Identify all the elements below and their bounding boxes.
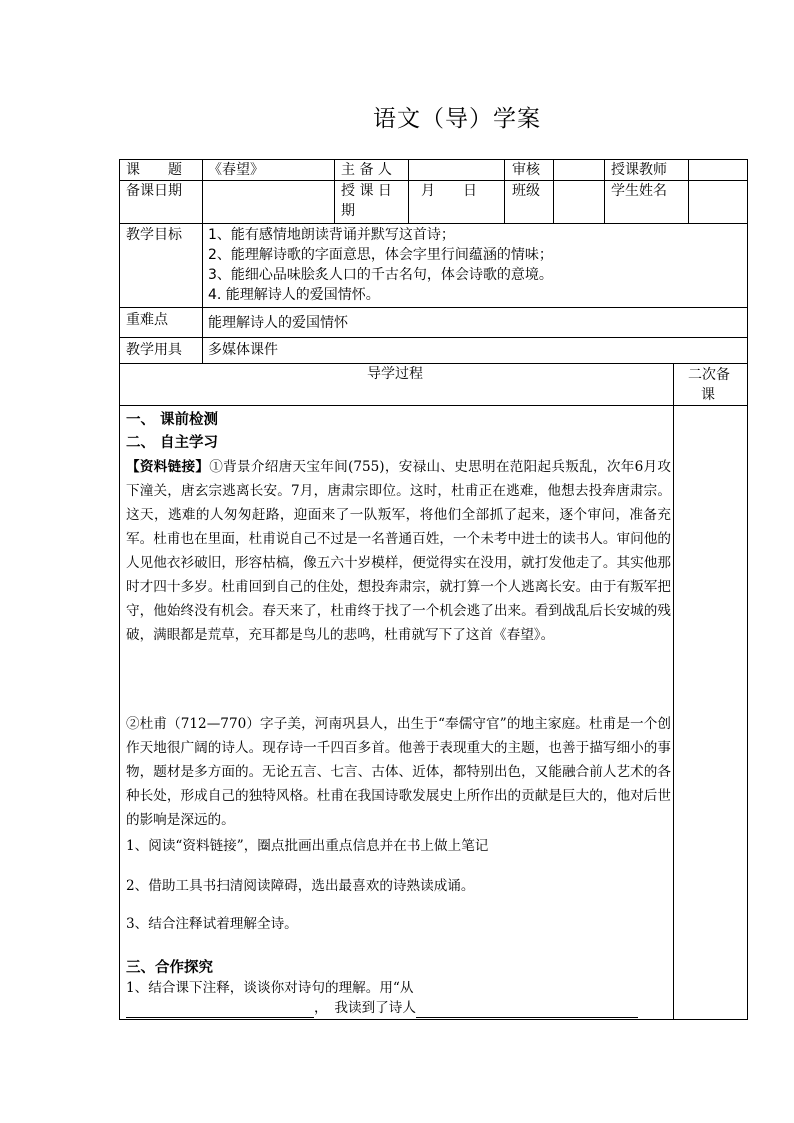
cell-teacher-label: 授课教师 bbox=[611, 162, 667, 178]
goal-item: 1、能有感情地朗读背诵并默写这首诗； bbox=[208, 227, 455, 243]
section-self-study bbox=[126, 432, 218, 454]
goal-item: 2、能理解诗歌的字面意思，体会字里行间蕴涵的情味； bbox=[208, 247, 553, 263]
coop-mid-text: ， 我读到了诗人 bbox=[314, 1000, 416, 1016]
section-title: 课前检测 bbox=[160, 412, 218, 428]
cell-class-date-label-2: 期 bbox=[341, 203, 355, 219]
resource-text-2: ②杜甫（712—770）字子美，河南巩县人，出生于“奉儒守官”的地主家庭。杜甫是一个创作天地很广阔的诗人。现存诗一千四百多首。他善于表现重大的主题，也善于描写细小的事物，题材是多方面的。无论五言、七言、古体、近体，都特别出色，又能融合前人艺术的各种长处，形成自己的独特风格。杜甫在我国诗歌发展史上所作出的贡献是巨大的，他对后世的影响是深远的。 bbox=[126, 716, 671, 828]
cell-class-label: 班级 bbox=[512, 183, 540, 199]
section-cooperation bbox=[126, 957, 213, 979]
goal-item: 4. 能理解诗人的爱国情怀。 bbox=[208, 287, 380, 303]
cell-class-date-value[interactable]: 月 日 bbox=[421, 183, 477, 199]
section-number: 一、 bbox=[126, 412, 155, 428]
task-item: 1、阅读“资料链接”，圈点批画出重点信息并在书上做上笔记 bbox=[126, 838, 489, 854]
cell-student-label: 学生姓名 bbox=[611, 183, 667, 199]
task-item: 3、结合注释试着理解全诗。 bbox=[126, 916, 298, 932]
coop-question: 1、结合课下注释，谈谈你对诗句的理解。用“从 bbox=[126, 980, 414, 996]
cell-preparer-label: 主 备 人 bbox=[341, 162, 392, 178]
process-label: 导学过程 bbox=[367, 366, 423, 382]
goals-label: 教学目标 bbox=[126, 227, 182, 243]
task-item: 2、借助工具书扫清阅读障碍，选出最喜欢的诗熟读成诵。 bbox=[126, 878, 475, 894]
resource-paragraph-2 bbox=[126, 712, 671, 832]
coop-fill-line bbox=[126, 998, 638, 1018]
resource-text-1: ①背景介绍唐天宝年间(755)，安禄山、史思明在范阳起兵叛乱，次年6月攻下潼关，唐玄宗逃离长安。7月，唐肃宗即位。这时，杜甫正在逃难，他想去投奔唐肃宗。这天，逃难的人匆匆赶路，迎面来了一队叛军，将他们全部抓了起来，逐个审问，准备充军。杜甫也在里面，杜甫说自己不过是一名普通百姓，一个未考中进士的读书人。审问他的人见他衣衫破旧，形容枯槁，像五六十岁模样，便觉得实在没用，就打发他走了。其实他那时才四十多岁。杜甫回到自己的住处，想投奔肃宗，就打算一个人逃离长安。由于有叛军把守，他始终没有机会。春天来了，杜甫终于找了一个机会逃了出来。看到战乱后长安城的残破，满眼都是荒草，充耳都是鸟儿的悲鸣，杜甫就写下了这首《春望》。 bbox=[126, 459, 672, 643]
side-notes-label-2: 课 bbox=[701, 387, 715, 403]
page-title: 语文（导）学案 bbox=[373, 106, 541, 132]
resource-tag: 【资料链接】 bbox=[126, 459, 210, 475]
keypoint-value: 能理解诗人的爱国情怀 bbox=[208, 315, 348, 331]
goal-item: 3、能细心品味脍炙人口的千古名句，体会诗歌的意境。 bbox=[208, 267, 553, 283]
keypoint-label: 重难点 bbox=[126, 312, 168, 328]
section-number: 三、 bbox=[126, 960, 155, 976]
side-notes-label: 二次备 bbox=[688, 367, 730, 383]
cell-lesson-value: 《春望》 bbox=[208, 162, 264, 178]
section-title: 合作探究 bbox=[155, 960, 213, 976]
fill-blank[interactable] bbox=[126, 1003, 314, 1018]
tools-label: 教学用具 bbox=[126, 342, 182, 358]
resource-paragraph-1 bbox=[126, 455, 671, 647]
section-pre-check bbox=[126, 409, 218, 431]
fill-blank[interactable] bbox=[416, 1003, 638, 1018]
cell-prep-date-label: 备课日期 bbox=[126, 183, 182, 199]
section-number: 二、 bbox=[126, 435, 155, 451]
cell-class-date-label: 授 课 日 bbox=[341, 183, 392, 199]
cell-review-label: 审核 bbox=[512, 162, 540, 178]
section-title: 自主学习 bbox=[160, 435, 218, 451]
cell-lesson-label: 课 题 bbox=[126, 162, 182, 178]
tools-value: 多媒体课件 bbox=[208, 342, 278, 358]
